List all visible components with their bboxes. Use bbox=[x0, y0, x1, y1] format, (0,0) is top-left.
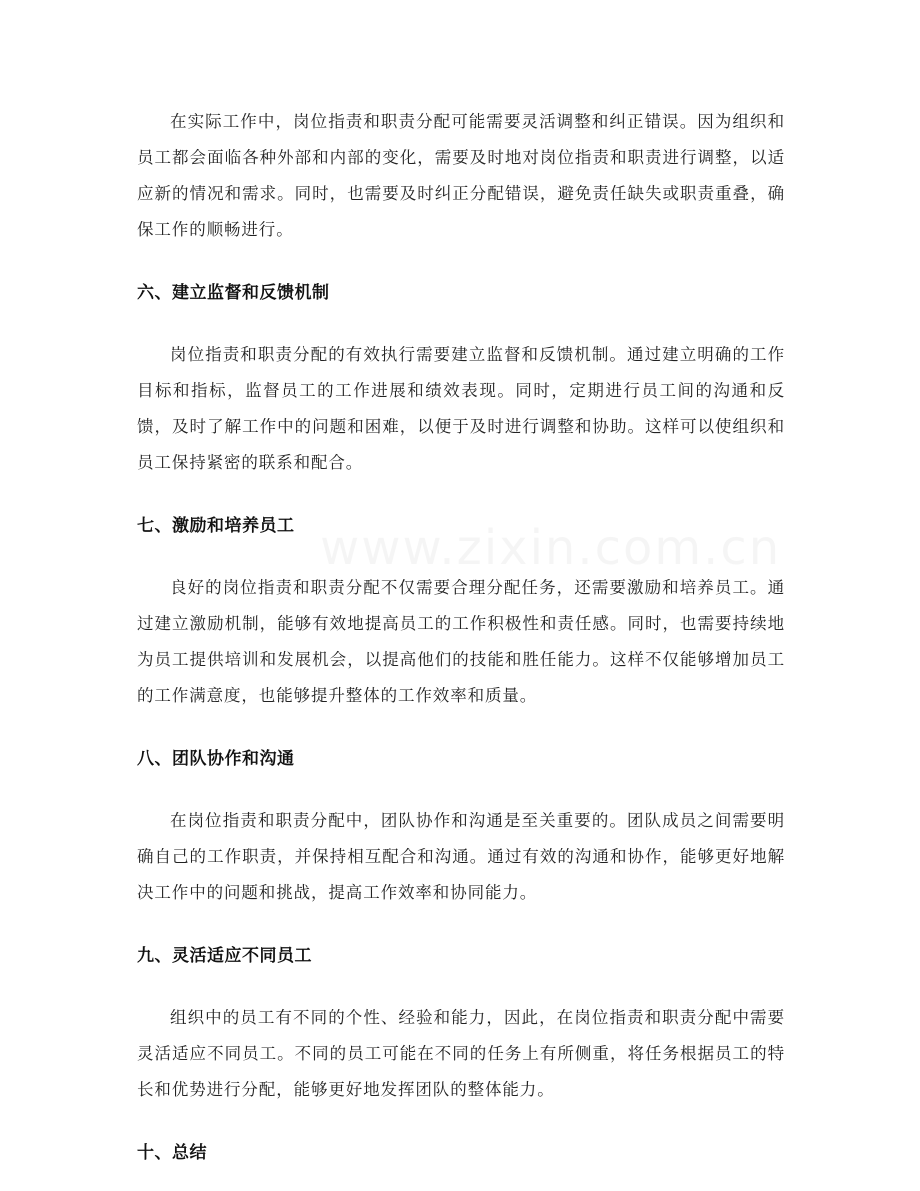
paragraph-intro: 在实际工作中，岗位指责和职责分配可能需要灵活调整和纠正错误。因为组织和员工都会面临各种外部和内部的变化，需要及时地对岗位指责和职责进行调整，以适应新的情况和需求。同时，也需要及时纠正分配错误，避免责任缺失或职责重叠，确保工作的顺畅进行。 bbox=[137, 112, 785, 239]
heading-supervision: 六、建立监督和反馈机制 bbox=[137, 283, 330, 303]
heading-flexibility: 九、灵活适应不同员工 bbox=[137, 946, 312, 966]
heading-motivation: 七、激励和培养员工 bbox=[137, 516, 295, 536]
paragraph-supervision: 岗位指责和职责分配的有效执行需要建立监督和反馈机制。通过建立明确的工作目标和指标，监督员工的工作进展和绩效表现。同时，定期进行员工间的沟通和反馈，及时了解工作中的问题和困难，以便于及时进行调整和协助。这样可以使组织和员工保持紧密的联系和配合。 bbox=[137, 345, 785, 472]
heading-summary: 十、总结 bbox=[137, 1143, 207, 1163]
document-page bbox=[137, 104, 785, 1171]
paragraph-flexibility: 组织中的员工有不同的个性、经验和能力，因此，在岗位指责和职责分配中需要灵活适应不同员工。不同的员工可能在不同的任务上有所侧重，将任务根据员工的特长和优势进行分配，能够更好地发挥团队的整体能力。 bbox=[137, 1008, 785, 1099]
paragraph-teamwork: 在岗位指责和职责分配中，团队协作和沟通是至关重要的。团队成员之间需要明确自己的工作职责，并保持相互配合和沟通。通过有效的沟通和协作，能够更好地解决工作中的问题和挑战，提高工作效率和协同能力。 bbox=[137, 811, 785, 902]
heading-teamwork: 八、团队协作和沟通 bbox=[137, 749, 295, 769]
paragraph-motivation: 良好的岗位指责和职责分配不仅需要合理分配任务，还需要激励和培养员工。通过建立激励机制，能够有效地提高员工的工作积极性和责任感。同时，也需要持续地为员工提供培训和发展机会，以提高他们的技能和胜任能力。这样不仅能够增加员工的工作满意度，也能够提升整体的工作效率和质量。 bbox=[137, 578, 785, 705]
